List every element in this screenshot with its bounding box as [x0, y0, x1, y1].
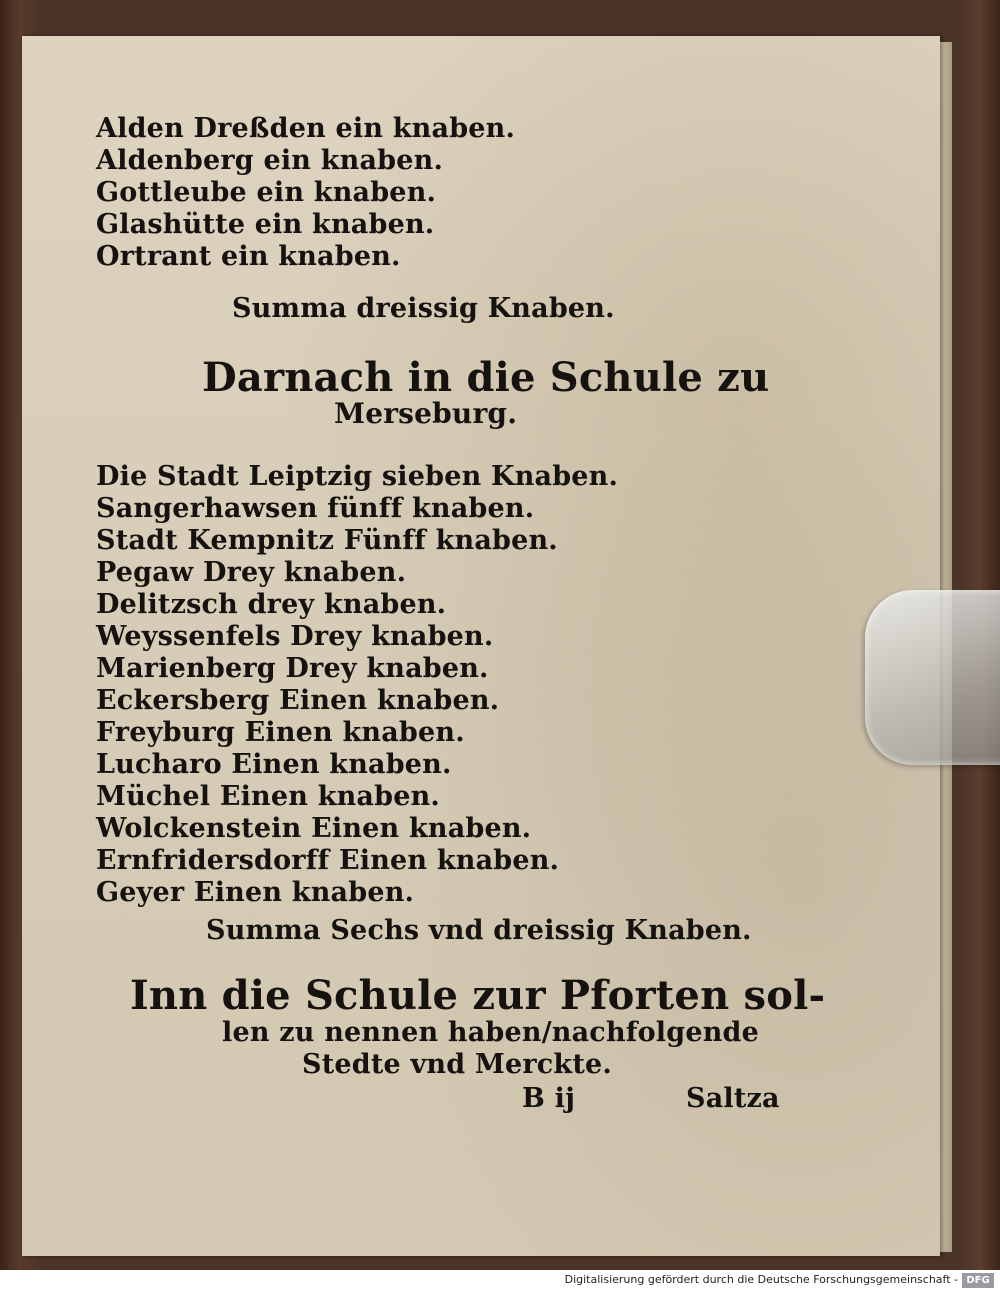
signature-mark: B ij [522, 1083, 576, 1114]
text-line: Glashütte ein knaben. [96, 209, 435, 240]
dfg-logo: DFG [962, 1273, 994, 1288]
text-line: Ortrant ein knaben. [96, 241, 401, 272]
summa-line: Summa Sechs vnd dreissig Knaben. [206, 915, 752, 946]
text-line: Delitzsch drey knaben. [96, 589, 447, 620]
section-heading-cont: len zu nennen haben/nachfolgende [222, 1017, 759, 1048]
catchword: Saltza [686, 1083, 780, 1114]
text-line: Freyburg Einen knaben. [96, 717, 465, 748]
text-line: Stadt Kempnitz Fünff knaben. [96, 525, 558, 556]
section-heading-place: Merseburg. [334, 397, 518, 430]
section-heading: Darnach in die Schule zu [202, 354, 770, 401]
text-line: Gottleube ein knaben. [96, 177, 437, 208]
text-line: Lucharo Einen knaben. [96, 749, 452, 780]
text-line: Aldenberg ein knaben. [96, 145, 444, 176]
text-line: Ernfridersdorff Einen knaben. [96, 845, 560, 876]
text-line: Alden Dreßden ein knaben. [96, 113, 516, 144]
text-line: Wolckenstein Einen knaben. [96, 813, 532, 844]
glass-clip [865, 590, 1000, 765]
text-line: Sangerhawsen fünff knaben. [96, 493, 535, 524]
text-line: Pegaw Drey knaben. [96, 557, 407, 588]
book-page [22, 36, 940, 1256]
text-line: Eckersberg Einen knaben. [96, 685, 500, 716]
footer-credit: Digitalisierung gefördert durch die Deutsche Forschungsgemeinschaft - [564, 1273, 958, 1286]
section-heading-cont: Stedte vnd Merckte. [302, 1049, 612, 1080]
text-line: Weyssenfels Drey knaben. [96, 621, 494, 652]
text-line: Geyer Einen knaben. [96, 877, 415, 908]
section-heading: Inn die Schule zur Pforten sol- [130, 972, 826, 1019]
text-line: Marienberg Drey knaben. [96, 653, 489, 684]
text-line: Müchel Einen knaben. [96, 781, 441, 812]
text-line: Die Stadt Leiptzig sieben Knaben. [96, 461, 619, 492]
footer-bar [0, 1270, 1000, 1292]
summa-line: Summa dreissig Knaben. [232, 293, 615, 324]
